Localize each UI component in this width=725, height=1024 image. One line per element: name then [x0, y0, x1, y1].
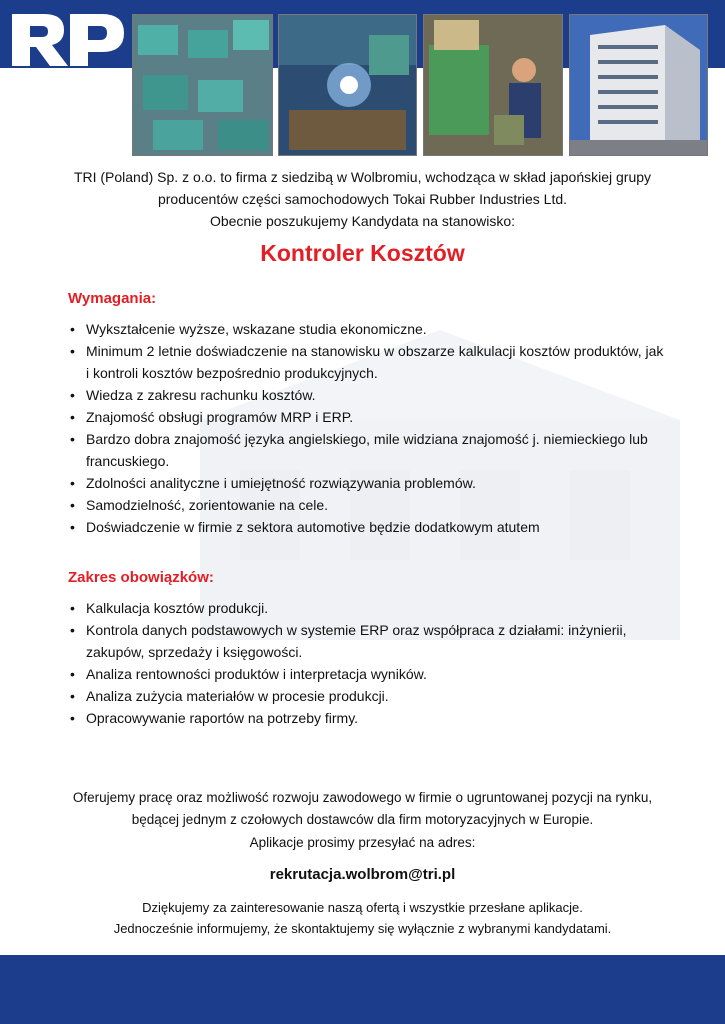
contact-email[interactable]: rekrutacja.wolbrom@tri.pl — [269, 866, 456, 883]
list-item: • Kontrola danych podstawowych w systemie ERP oraz współpraca z działami: inżynierii, zakupów, sprzedaży i księgowości. — [68, 619, 668, 663]
requirements-list — [68, 318, 668, 538]
rp-logo-icon — [10, 10, 128, 70]
duties-list — [68, 597, 668, 729]
worker-photo — [423, 14, 563, 156]
list-item: • Minimum 2 letnie doświadczenie na stanowisku w obszarze kalkulacji kosztów produktów, jak i kontroli kosztów bezpośrednio produkcyjnych. — [68, 340, 668, 384]
duties-title: Zakres obowiązków: — [68, 569, 214, 586]
list-item: • Zdolności analityczne i umiejętność rozwiązywania problemów. — [68, 472, 668, 494]
job-title: Kontroler Kosztów — [260, 240, 465, 266]
thanks-line: Dziękujemy za zainteresowanie naszą ofertą i wszystkie przesłane aplikacje. — [142, 900, 583, 915]
list-item: • Kalkulacja kosztów produkcji. — [68, 597, 668, 619]
thanks-line: Jednocześnie informujemy, że skontaktujemy się wyłącznie z wybranymi kandydatami. — [113, 921, 612, 936]
requirements-title: Wymagania: — [68, 290, 157, 307]
offer-text — [40, 787, 685, 831]
list-item: • Znajomość obsługi programów MRP i ERP. — [68, 406, 668, 428]
list-item: • Analiza zużycia materiałów w procesie produkcji. — [68, 685, 668, 707]
list-item: • Doświadczenie w firmie z sektora automotive będzie dodatkowym atutem — [68, 516, 668, 538]
list-item: • Bardzo dobra znajomość języka angielskiego, mile widziana znajomość j. niemieckiego lub francuskiego. — [68, 428, 668, 472]
offer-line: Oferujemy pracę oraz możliwość rozwoju zawodowego w firmie o ugruntowanej pozycji na rynku, — [72, 790, 653, 805]
building-photo — [569, 14, 708, 156]
list-item: • Analiza rentowności produktów i interpretacja wyników. — [68, 663, 668, 685]
company-intro — [40, 166, 685, 232]
intro-line: producentów części samochodowych Tokai Rubber Industries Ltd. — [157, 191, 568, 207]
list-item: • Wiedza z zakresu rachunku kosztów. — [68, 384, 668, 406]
list-item: • Samodzielność, zorientowanie na cele. — [68, 494, 668, 516]
welding-photo — [278, 14, 417, 156]
thanks-text — [40, 897, 685, 939]
offer-line: będącej jednym z czołowych dostawców dla firm motoryzacyjnych w Europie. — [131, 812, 594, 827]
intro-line: TRI (Poland) Sp. z o.o. to firma z siedzibą w Wolbromiu, wchodząca w skład japońskiej grupy — [73, 169, 652, 185]
intro-line: Obecnie poszukujemy Kandydata na stanowisko: — [209, 213, 516, 229]
machinery-photo — [132, 14, 273, 156]
footer-band — [0, 955, 725, 1024]
list-item: • Opracowywanie raportów na potrzeby firmy. — [68, 707, 668, 729]
apply-text: Aplikacje prosimy przesyłać na adres: — [249, 835, 476, 850]
list-item: • Wykształcenie wyższe, wskazane studia ekonomiczne. — [68, 318, 668, 340]
